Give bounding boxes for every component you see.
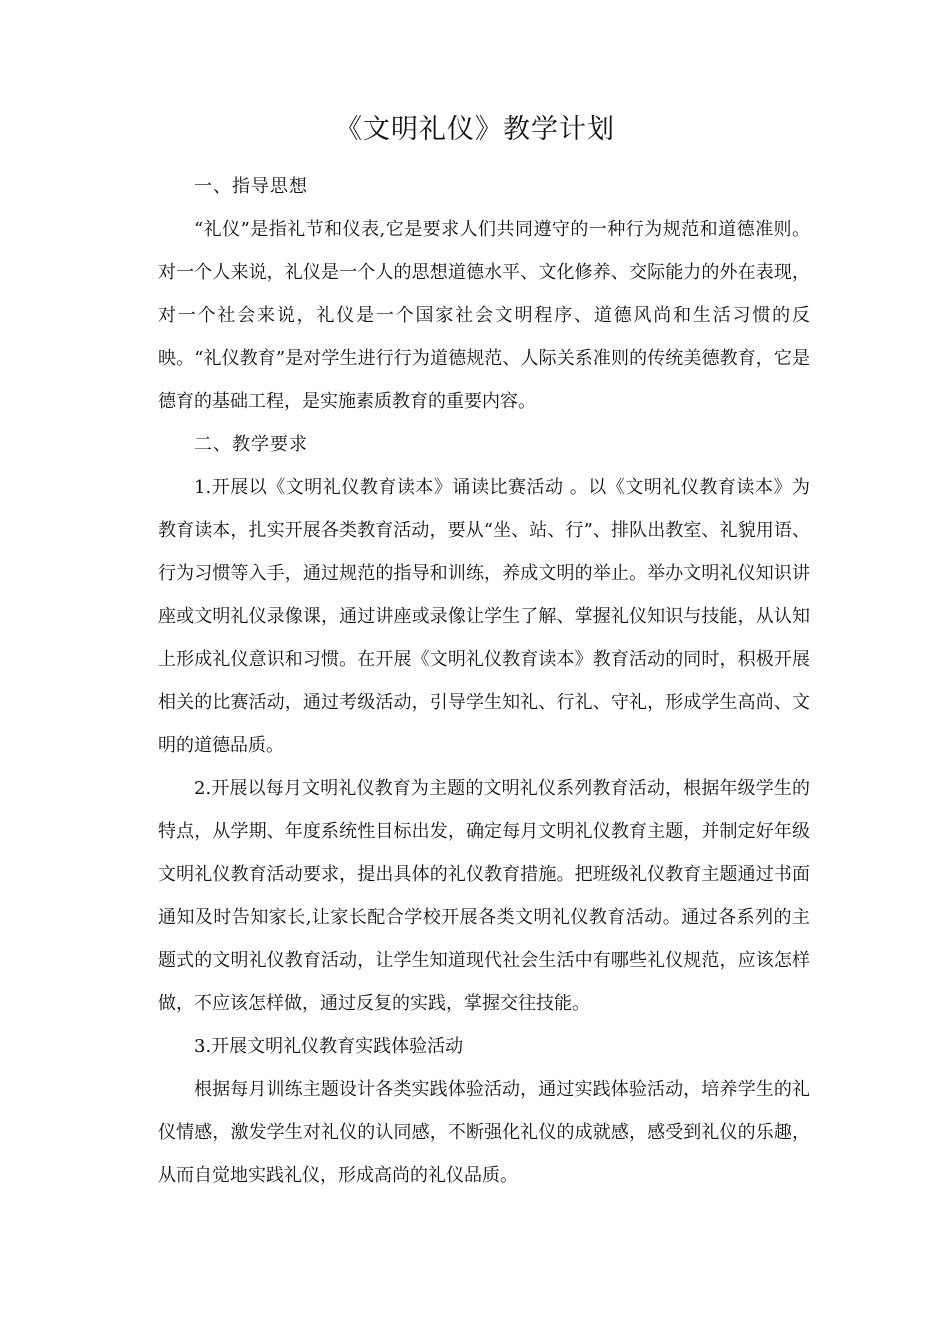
section-heading: 二、教学要求: [194, 434, 308, 455]
paragraph: 3.开展文明礼仪教育实践体验活动: [194, 1036, 464, 1057]
section-heading: 一、指导思想: [194, 176, 308, 197]
paragraph: 2.开展以每月文明礼仪教育为主题的文明礼仪系列教育活动，根据年级学生的特点，从学期、年度系统性目标出发，确定每月文明礼仪教育主题，并制定好年级文明礼仪教育活动要求，提出具体的礼仪教育措施。把班级礼仪教育主题通过书面通知及时告知家长,让家长配合学校开展各类文明礼仪教育活动。通过各系列的主题式的文明礼仪教育活动，让学生知道现代社会生活中有哪些礼仪规范，应该怎样做，不应该怎样做，通过反复的实践，掌握交往技能。: [158, 778, 810, 1014]
paragraph: “礼仪”是指礼节和仪表,它是要求人们共同遵守的一种行为规范和道德准则。对一个人来说，礼仪是一个人的思想道德水平、文化修养、交际能力的外在表现，对一个社会来说，礼仪是一个国家社会文明程序、道德风尚和生活习惯的反映。“礼仪教育”是对学生进行行为道德规范、人际关系准则的传统美德教育，它是德育的基础工程，是实施素质教育的重要内容。: [158, 219, 810, 412]
paragraph: 1.开展以《文明礼仪教育读本》诵读比赛活动 。以《文明礼仪教育读本》为教育读本，扎实开展各类教育活动，要从“坐、站、行”、排队出教室、礼貌用语、行为习惯等入手，通过规范的指导和训练，养成文明的举止。举办文明礼仪知识讲座或文明礼仪录像课，通过讲座或录像让学生了解、掌握礼仪知识与技能，从认知上形成礼仪意识和习惯。在开展《文明礼仪教育读本》教育活动的同时，积极开展相关的比赛活动，通过考级活动，引导学生知礼、行礼、守礼，形成学生高尚、文明的道德品质。: [158, 477, 810, 756]
document-title: 《文明礼仪》教学计划: [335, 114, 615, 145]
document-body: [158, 165, 810, 1197]
section-guiding-ideology: [158, 165, 810, 423]
section-teaching-requirements: [158, 423, 810, 1197]
paragraph: 根据每月训练主题设计各类实践体验活动，通过实践体验活动，培养学生的礼仪情感，激发学生对礼仪的认同感，不断强化礼仪的成就感，感受到礼仪的乐趣，从而自觉地实践礼仪，形成高尚的礼仪品质。: [158, 1079, 810, 1186]
